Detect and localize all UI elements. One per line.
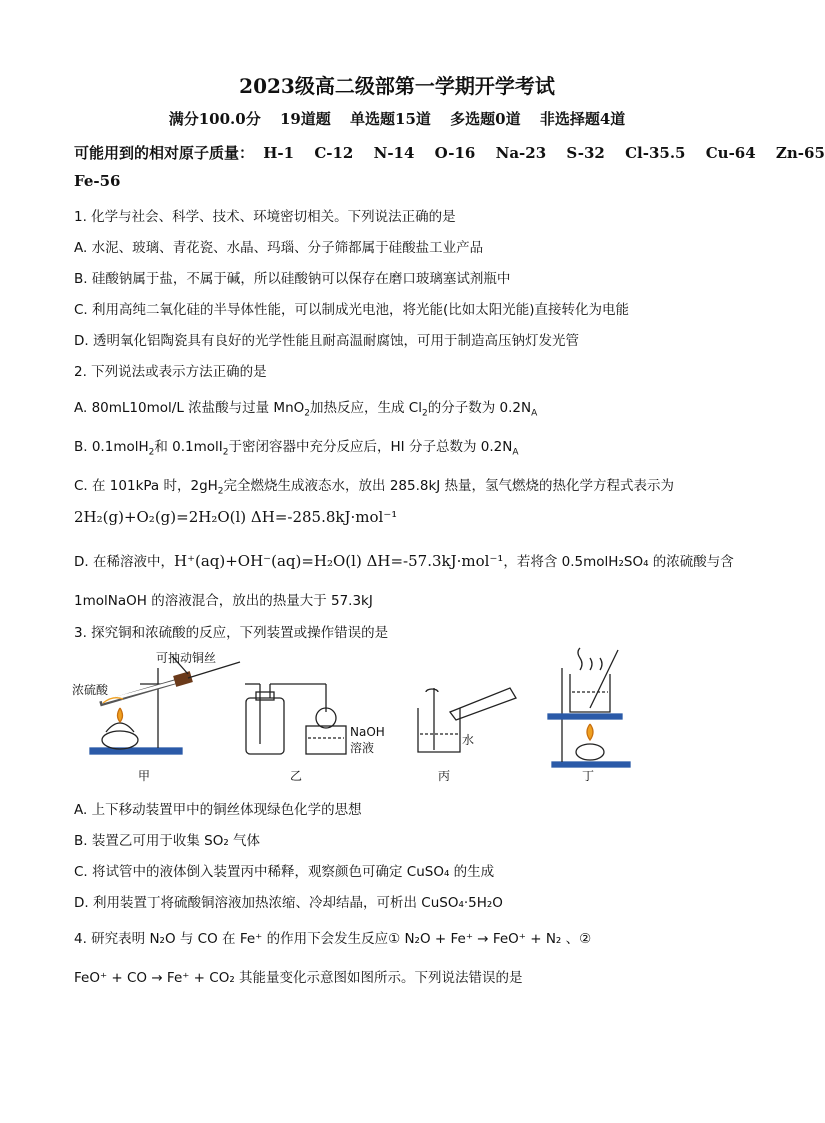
- q2-a-text2: 加热反应，生成 Cl: [310, 400, 422, 416]
- q4-stem-line1: 4. 研究表明 N₂O 与 CO 在 Fe⁺ 的作用下会发生反应① N₂O + Fe⁺ → FeO⁺ + N₂ 、②: [74, 931, 592, 947]
- caption-ding: 丁: [582, 769, 595, 783]
- apparatus-figure: [70, 648, 670, 788]
- q2-option-d: [74, 550, 734, 570]
- q2-d-text2: ，若将含 0.5molH₂SO₄ 的浓硫酸与含: [503, 554, 734, 570]
- q2-option-c: C. 在 101kPa 时，$2gH_2$完全燃烧生成液态水，放出 285.8kJ 热量，氢气燃烧的热化学方程式表示为: [74, 478, 675, 497]
- mass-item: H-1: [263, 144, 295, 162]
- label-solution: 溶液: [350, 741, 375, 755]
- q1-option-b: B. 硅酸钠属于盐，不属于碱，所以硅酸钠可以保存在磨口玻璃塞试剂瓶中: [74, 271, 511, 287]
- q1-stem: 1. 化学与社会、科学、技术、环境密切相关。下列说法正确的是: [74, 209, 456, 225]
- page-title: 2023级高二级部第一学期开学考试: [239, 74, 555, 98]
- q2-a-text3: 的分子数为 0.2N: [427, 400, 532, 416]
- q2-c-equation: [74, 508, 397, 526]
- mass-item: Zn-65: [775, 144, 825, 162]
- apparatus-ding: [548, 648, 630, 767]
- q1-option-d: D. 透明氧化铝陶瓷具有良好的光学性能且耐高温耐腐蚀，可用于制造高压钠灯发光管: [74, 333, 579, 349]
- q2-option-b: B. 0.1molH$_2$和 0.1molI$_2$于密闭容器中充分反应后，HI 分子总数为 $0.2N_A$: [74, 439, 519, 458]
- meta-score: 满分100.0分: [168, 110, 261, 128]
- q2-d-eq: H⁺(aq)+OH⁻(aq)=H₂O(l) ΔH=-57.3kJ·mol⁻¹: [173, 552, 504, 570]
- caption-jia: 甲: [138, 769, 151, 783]
- label-water: 水: [462, 733, 475, 747]
- label-wire: 可抽动铜丝: [156, 651, 217, 665]
- q3-option-b: B. 装置乙可用于收集 SO₂ 气体: [74, 833, 261, 849]
- q3-option-a: A. 上下移动装置甲中的铜丝体现绿色化学的思想: [74, 802, 362, 818]
- meta-nonchoice: 非选择题4道: [539, 110, 626, 128]
- mass-item-fe: Fe-56: [74, 172, 121, 190]
- meta-single: 单选题15道: [350, 110, 431, 128]
- mass-item: Cl-35.5: [625, 144, 686, 162]
- apparatus-jia: [90, 656, 240, 754]
- apparatus-yi: [245, 684, 346, 754]
- q3-stem: 3. 探究铜和浓硫酸的反应，下列装置或操作错误的是: [74, 625, 389, 641]
- q2-option-a: A. 80mL10mol/L 浓盐酸与过量 MnO$_2$加热反应，生成 $Cl_2$的分子数为 $0.2N_A$: [74, 400, 538, 419]
- q2-d-line2: 1molNaOH 的溶液混合，放出的热量大于 57.3kJ: [74, 593, 373, 609]
- q2-c-text1: C. 在 101kPa 时，2gH: [74, 478, 218, 494]
- exam-meta: [0, 108, 794, 129]
- meta-count: 19道题: [279, 110, 331, 128]
- q1-option-a: A. 水泥、玻璃、青花瓷、水晶、玛瑙、分子筛都属于硅酸盐工业产品: [74, 240, 484, 256]
- label-acid: 浓硫酸: [72, 683, 109, 697]
- mass-item: S-32: [566, 144, 605, 162]
- label-naoh: NaOH: [350, 725, 385, 739]
- q2-c-text2: 完全燃烧生成液态水，放出 285.8kJ 热量，氢气燃烧的热化学方程式表示为: [223, 478, 675, 494]
- atomic-mass-label: 可能用到的相对原子质量：: [74, 144, 255, 162]
- q2-b-text1: B. 0.1molH: [74, 439, 149, 455]
- mass-item: O-16: [434, 144, 476, 162]
- q3-option-c: C. 将试管中的液体倒入装置丙中稀释，观察颜色可确定 CuSO₄ 的生成: [74, 864, 495, 880]
- q1-option-c: C. 利用高纯二氧化硅的半导体性能，可以制成光电池，将光能(比如太阳光能)直接转化为电能: [74, 302, 630, 318]
- q2-b-text3: 于密闭容器中充分反应后，HI 分子总数为 0.2N: [228, 439, 513, 455]
- mass-item: Na-23: [495, 144, 547, 162]
- caption-yi: 乙: [290, 769, 303, 783]
- q3-option-d: D. 利用装置丁将硫酸铜溶液加热浓缩、冷却结晶，可析出 CuSO₄·5H₂O: [74, 895, 503, 911]
- atomic-mass-line: [74, 142, 825, 163]
- q2-b-text2: 和 0.1molI: [154, 439, 223, 455]
- q2-a-text1: A. 80mL10mol/L 浓盐酸与过量 MnO: [74, 400, 305, 416]
- q2-stem: 2. 下列说法或表示方法正确的是: [74, 364, 267, 380]
- q4-stem-line2: FeO⁺ + CO → Fe⁺ + CO₂ 其能量变化示意图如图所示。下列说法错误的是: [74, 970, 523, 986]
- q2-d-text1: D. 在稀溶液中，: [74, 554, 174, 570]
- mass-item: C-12: [314, 144, 354, 162]
- mass-item: N-14: [373, 144, 415, 162]
- meta-multi: 多选题0道: [450, 110, 521, 128]
- caption-bing: 丙: [438, 769, 451, 783]
- mass-item: Cu-64: [705, 144, 756, 162]
- q2-c-eq: 2H₂(g)+O₂(g)=2H₂O(l) ΔH=-285.8kJ·mol⁻¹: [74, 508, 398, 526]
